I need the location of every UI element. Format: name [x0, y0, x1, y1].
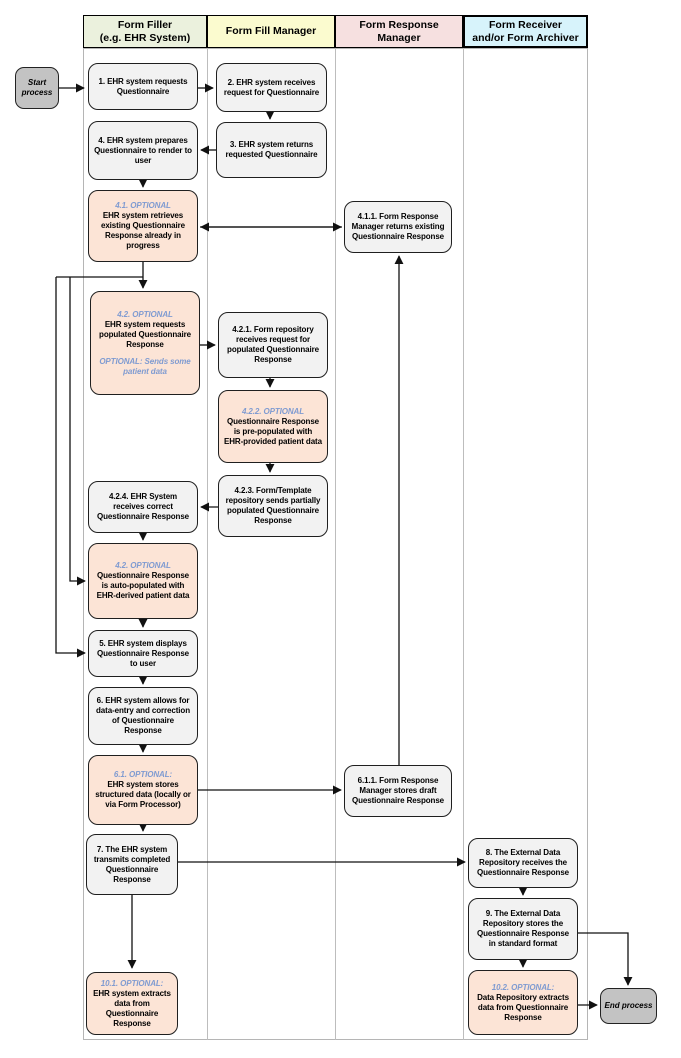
lane-title: Form Receiver — [489, 19, 562, 32]
node-4-1-optional — [88, 190, 198, 262]
lane-title: Form Response — [359, 19, 439, 32]
node-5 — [88, 630, 198, 677]
node-4-2-optional — [90, 291, 200, 395]
lane-header-form-receiver — [463, 15, 588, 48]
node-text: 4.1.1. Form Response Manager returns existing Questionnaire Response — [351, 212, 445, 241]
node-text: EHR system requests populated Questionnaire Response — [99, 319, 191, 349]
node-text: 6. EHR system allows for data-entry and correction of Questionnaire Response — [96, 696, 190, 735]
node-text: 4.2.3. Form/Template repository sends partially populated Questionnaire Response — [225, 486, 321, 525]
node-4-2-3 — [218, 475, 328, 537]
node-3 — [216, 122, 327, 178]
node-text: Data Repository extracts data from Questionnaire Response — [477, 992, 569, 1022]
optional-label: 6.1. OPTIONAL: — [113, 770, 173, 779]
lane-divider — [207, 48, 208, 1040]
node-text: EHR system stores structured data (locally or via Form Processor) — [95, 780, 191, 809]
lane-divider — [463, 48, 464, 1040]
end-terminator — [600, 988, 657, 1024]
optional-label: 4.2. OPTIONAL — [115, 561, 171, 570]
node-6-1-1 — [344, 765, 452, 817]
node-text: 8. The External Data Repository receives the Questionnaire Response — [476, 848, 570, 877]
lane-subtitle: and/or Form Archiver — [472, 31, 579, 44]
node-text: 4. EHR system prepares Questionnaire to render to user — [94, 135, 192, 165]
node-6-1-optional — [88, 755, 198, 825]
node-8 — [468, 838, 578, 888]
optional-note: OPTIONAL: Sends some patient data — [99, 356, 191, 376]
optional-label: 4.1. OPTIONAL — [115, 201, 171, 210]
node-7 — [86, 834, 178, 895]
node-text: Questionnaire Response is auto-populated with EHR-derived patient data — [96, 571, 190, 600]
optional-label: 4.2. OPTIONAL — [117, 309, 173, 319]
node-4-2-4 — [88, 481, 198, 533]
lane-header-form-filler — [83, 15, 207, 48]
lane-subtitle: Manager — [377, 31, 421, 44]
node-text: 9. The External Data Repository stores the Questionnaire Response in standard format — [476, 909, 570, 948]
lane-subtitle: (e.g. EHR System) — [99, 31, 191, 44]
node-1 — [88, 63, 198, 110]
optional-label: 4.2.2. OPTIONAL — [241, 406, 305, 416]
node-text: 7. The EHR system transmits completed Questionnaire Response — [93, 844, 171, 884]
node-text: 1. EHR system requests Questionnaire — [98, 76, 188, 96]
node-2 — [216, 63, 327, 112]
node-4-2-auto-optional — [88, 543, 198, 619]
start-terminator — [15, 67, 59, 109]
node-10-1-optional — [86, 972, 178, 1035]
node-4-2-1 — [218, 312, 328, 378]
lane-header-form-response-manager — [335, 15, 463, 48]
node-text: 5. EHR system displays Questionnaire Response to user — [96, 638, 190, 668]
node-4-2-2-optional — [218, 390, 328, 463]
node-10-2-optional — [468, 970, 578, 1035]
node-text: 3. EHR system returns requested Questionnaire — [225, 140, 318, 159]
lane-divider — [335, 48, 336, 1040]
start-label: Start process — [21, 77, 53, 97]
end-label: End process — [604, 1000, 653, 1010]
lane-title: Form Fill Manager — [225, 25, 317, 38]
node-4-1-1 — [344, 201, 452, 253]
optional-label: 10.2. OPTIONAL: — [491, 982, 555, 992]
node-text: 4.2.4. EHR System receives correct Questionnaire Response — [96, 492, 190, 521]
node-4 — [88, 121, 198, 180]
node-text: 6.1.1. Form Response Manager stores draft Questionnaire Response — [351, 776, 445, 805]
node-text: 2. EHR system receives request for Questionnaire — [223, 77, 320, 97]
lane-title: Form Filler — [117, 19, 173, 32]
node-text: Questionnaire Response is pre-populated with EHR-provided patient data — [224, 416, 322, 446]
node-text: EHR system extracts data from Questionnaire Response — [93, 988, 171, 1028]
node-9 — [468, 898, 578, 960]
optional-label: 10.1. OPTIONAL: — [100, 978, 164, 988]
lane-header-form-fill-manager — [207, 15, 335, 48]
node-text: EHR system retrieves existing Questionnaire Response already in progress — [100, 211, 186, 250]
node-6 — [88, 687, 198, 745]
node-text: 4.2.1. Form repository receives request for populated Questionnaire Response — [227, 325, 319, 364]
